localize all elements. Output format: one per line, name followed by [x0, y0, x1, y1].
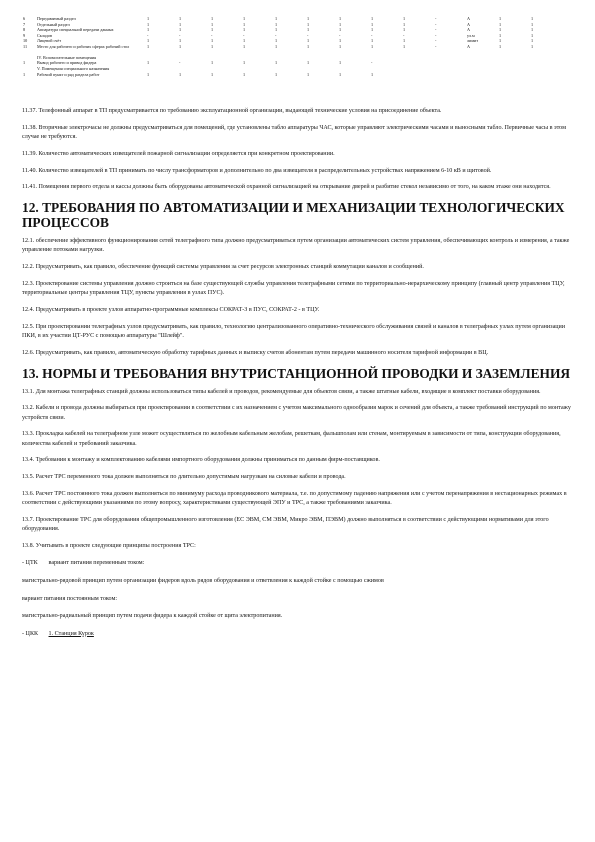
table-cell: А	[467, 16, 471, 21]
table-cell: 1	[243, 60, 246, 66]
table-cell: А	[467, 21, 471, 27]
paragraph-11-37: 11.37. Телефонный аппарат в ТП предусматривается по требованию эксплуатационной организации, выдающей технические условия на присоединение объекта.	[22, 108, 442, 114]
paragraph-13-3: 13.3. Прокладка кабелей на телеграфном узле может осуществляться по желобным кабельным желобам, решеткам, фальшполам или стенам, монтируемым в зависимости от типа, конструкции оборудования, количества кабелей и требований заказчика.	[22, 431, 561, 447]
table-cell-name: Лицевой счёт	[37, 38, 62, 44]
table-cell: 1	[403, 27, 406, 33]
table-cell: 1	[371, 16, 374, 21]
table-cell: 1	[339, 43, 342, 49]
table-cell: 1	[499, 21, 502, 27]
table-cell: 1	[179, 71, 182, 77]
table-cell: 1	[499, 27, 502, 33]
table-cell: 1	[403, 21, 406, 27]
table-cell: 1	[275, 16, 278, 21]
table-cell-number: 6	[23, 16, 26, 21]
table-cell: 1	[211, 27, 214, 33]
table-cell: 1	[147, 21, 150, 27]
table-cell: -	[275, 32, 277, 38]
table-cell	[530, 72, 562, 78]
table-cell: А	[467, 27, 471, 33]
table-cell: 1	[499, 38, 502, 44]
table-cell-number: 7	[23, 21, 26, 27]
table-cell-name: Передаваемый раздел	[37, 16, 76, 21]
table-cell: 1	[243, 21, 246, 27]
table-cell: 1	[307, 27, 310, 33]
table-cell: 1	[275, 60, 278, 66]
table-cell: 1	[179, 27, 182, 33]
section-heading-12: 12. ТРЕБОВАНИЯ ПО АВТОМАТИЗАЦИИ И МЕХАНИЗАЦИИ ТЕХНОЛОГИЧЕСКИХ ПРОЦЕССОВ	[22, 200, 565, 231]
table-cell: 1	[403, 38, 406, 44]
table-cell: 1	[371, 43, 374, 49]
table-cell: -	[435, 16, 437, 21]
text-line-b: вариант питания постоянным током:	[22, 595, 118, 602]
section-heading-13: 13. НОРМЫ И ТРЕБОВАНИЯ ВНУТРИСТАНЦИОННОЙ ПРОВОДКИ И ЗАЗЕМЛЕНИЯ	[22, 365, 571, 381]
table-cell: -	[307, 32, 309, 38]
table-cell-name: Аппаратура специальной передачи данных	[37, 27, 114, 33]
table-cell: 1	[307, 16, 310, 21]
table-cell: 1	[531, 43, 534, 49]
table-cell: 1	[275, 27, 278, 33]
table-cell: 1	[371, 38, 374, 44]
table-cell: 1	[147, 38, 150, 44]
table-cell: 1	[211, 43, 214, 49]
table-cell: 1	[371, 21, 374, 27]
table-cell: 1	[403, 16, 406, 21]
table-cell: 1	[147, 16, 150, 21]
table-cell-name: V. Помещения специального назначения	[37, 65, 110, 71]
paragraph-12-2: 12.2. Предусматривать, как правило, обеспечение функций системы управления за счет ресурсов электронных станций коммутации каналов и сообщений.	[22, 264, 424, 271]
table-cell: 1	[499, 43, 502, 49]
table-cell: 1	[339, 60, 342, 66]
table-cell: 1	[371, 27, 374, 33]
paragraph-11-39: 11.39. Количество автоматических извещателей пожарной сигнализации определяется при конкретном проектировании.	[22, 150, 335, 157]
table-cell-name: Рабочий пункт и ряд раздела работ	[37, 71, 100, 77]
list-item-ckk	[22, 630, 571, 639]
table-cell-number: 10	[23, 38, 28, 44]
table-cell: -	[147, 32, 149, 38]
table-cell: -	[339, 32, 341, 38]
table-cell	[434, 72, 466, 78]
table-cell: 1	[275, 38, 278, 44]
station-link[interactable]: 1. Станция Курок	[48, 630, 94, 637]
table-cell: 1	[243, 71, 246, 77]
table-cell: 1	[499, 16, 502, 21]
table-cell: 1	[531, 38, 534, 44]
table-cell: 1	[275, 43, 278, 49]
table-cell: лимит	[467, 38, 479, 44]
equipment-table	[22, 16, 562, 77]
list-item-label: - ЦКК	[22, 630, 39, 637]
table-cell: -	[243, 32, 245, 38]
table-cell: 1	[339, 71, 342, 77]
table-cell: 1	[307, 21, 310, 27]
paragraph-13-6: 13.6. Расчет ТРС постоянного тока должен выполняться по минимуму расхода проводникового материала, т.е. по допустимому падению напряжения или с учетом перенапряжения в нестационарных режимах в соответствии с действующими указаниями по этому вопросу, характеристиками существующей ЭПУ и ТРС, а также требованиями заказчика.	[22, 490, 567, 507]
table-cell: 1	[499, 32, 502, 38]
table-cell: 1	[339, 16, 342, 21]
document-body	[22, 107, 571, 648]
paragraph-13-4: 13.4. Требования к монтажу и комплектованию кабелями импортного оборудования должны приниматься по данным фирм-поставщиков.	[22, 457, 380, 464]
table-row	[22, 44, 562, 55]
table-cell: -	[371, 32, 373, 38]
table-cell	[498, 72, 530, 78]
text-line-a: магистрально-рядовой принцип путем организации фидеров вдоль рядов оборудования и ответвления к каждой стойке с помощью сжимов	[22, 577, 384, 584]
table-cell-number: 8	[23, 27, 26, 33]
table-cell	[402, 72, 434, 78]
table-cell: -	[211, 32, 213, 38]
table-cell: 1	[531, 27, 534, 33]
table-cell: -	[435, 21, 437, 27]
table-cell: 1	[307, 43, 310, 49]
table-cell: 1	[211, 16, 214, 21]
table-cell: 1	[531, 16, 534, 21]
list-item-ctk	[22, 559, 571, 568]
table-cell: А	[467, 43, 471, 49]
table-cell-number: 11	[23, 43, 28, 49]
table-cell: 1	[243, 38, 246, 44]
table-cell: 1	[403, 43, 406, 49]
table-cell: -	[435, 27, 437, 33]
table-cell: 1	[211, 60, 214, 66]
table-cell-name: Складов	[37, 32, 52, 38]
table-cell: 1	[307, 38, 310, 44]
table-cell: -	[179, 32, 181, 38]
paragraph-13-5: 13.5. Расчет ТРС переменного тока должен выполняться по длительно допустимым нагрузкам на силовые кабели и провода.	[22, 474, 346, 481]
paragraph-12-6: 12.6. Предусматривать, как правило, автоматическую обработку тарифных данных и выписку счетов абонентам путем передачи машинного носителя тарифной информации в ВЦ.	[22, 349, 489, 356]
paragraph-12-1: 12.1. обеспечение эффективного функционирования сетей телеграфного типа должно предусматриваться путем организации автоматических систем управления, обеспечивающих контроль и измерения, а также управление потоками нагрузки.	[22, 238, 570, 254]
table-cell: 1	[147, 43, 150, 49]
table-cell: 1	[243, 43, 246, 49]
table-cell: 1	[147, 60, 150, 66]
table-cell: 1	[339, 38, 342, 44]
table-cell: 1	[179, 38, 182, 44]
table-cell: 1	[275, 71, 278, 77]
paragraph-13-1: 13.1. Для монтажа телеграфных станций должны использоваться типы кабелей и проводов, рекомендуемые для объектов связи, а также штатные кабели, входящие в комплект поставки оборудования.	[22, 388, 541, 395]
table-cell	[466, 72, 498, 78]
table-cell: 1	[211, 21, 214, 27]
table-cell: ул.м	[467, 32, 475, 38]
table-cell: 1	[275, 21, 278, 27]
table-cell: 1	[243, 27, 246, 33]
paragraph-13-7: 13.7. Проектирование ТРС для оборудования общепромышленного изготовления (ЕС ЭВМ, СМ ЭВМ, Микро ЭВМ, ПЭВМ) должно выполняться в соответствии с действующими нормативами для этого оборудования.	[22, 516, 549, 533]
table-cell: 1	[371, 71, 374, 77]
table-cell: 1	[307, 71, 310, 77]
table-cell: 1	[147, 71, 150, 77]
paragraph-13-8: 13.8. Учитывать в проекте следующие принципы построения ТРС:	[22, 542, 196, 549]
paragraph-13-2: 13.2. Кабели и провода должны выбираться при проектировании в соответствии с их назначением с учетом максимального однообразия марок и сечений для объекта, а также требований инструкций по монтажу устройств связи.	[22, 405, 571, 421]
table-row	[22, 72, 562, 78]
table-cell: 1	[339, 21, 342, 27]
paragraph-11-38: 11.38. Вторичные электрочасы не должны предусматриваться для помещений, где установлены табло аппаратуры ЧАС, которые управляют электрическими часами и выносными табло. Первичные часы в этом случае не требуются.	[22, 124, 566, 140]
table-cell: 1	[179, 21, 182, 27]
table-cell-name: Место для рабочего и рабочих сферах рабочий стол	[37, 43, 130, 49]
list-item-label: - ЦТК	[22, 559, 38, 566]
text-line-c: магистрально-радиальный принцип путем подачи фидера к каждой стойке от щита электропитания.	[22, 613, 283, 620]
table-cell: -	[179, 60, 181, 66]
table-cell-name: Отдельный раздел	[37, 21, 70, 27]
table-cell: 1	[339, 27, 342, 33]
table-cell: 1	[211, 38, 214, 44]
list-item-text: вариант питания переменным током:	[48, 559, 145, 566]
table-cell-number: 1	[23, 60, 26, 66]
table-cell: 1	[211, 71, 214, 77]
paragraph-11-41: 11.41. Помещения первого отдела и кассы должны быть оборудованы автоматической охранной сигнализацией на открывание дверей и разбитие стекол независимо от того, на каком этаже они находятся.	[22, 184, 551, 191]
table-cell: 1	[243, 16, 246, 21]
table-cell: 1	[307, 60, 310, 66]
table-cell: -	[435, 43, 437, 49]
table-cell: 1	[179, 16, 182, 21]
table-cell: 1	[147, 27, 150, 33]
table-cell-name: IV. Вспомогательные помещения	[37, 54, 96, 60]
paragraph-12-5: 12.5. При проектировании телеграфных узлов предусматривать, как правило, технологию централизованного оперативно-технического обслуживания связей и каналов в телеграфных узлах путем организации ПКИ, в их участии ЦТ-РУС с помощью аппаратуры "Шлейф".	[22, 323, 566, 339]
table-cell: 1	[179, 43, 182, 49]
table-cell: 1	[531, 32, 534, 38]
table-cell: -	[371, 60, 373, 66]
table-cell: -	[403, 32, 405, 38]
paragraph-12-4: 12.4. Предусматривать в проекте узлов аппаратно-программные комплексы СОКРАТ-З в ПУС, СОКРАТ-2 - в ТЦУ.	[22, 306, 320, 313]
paragraph-12-3: 12.3. Проектирование системы управления должно строиться на базе существующей службы управления телеграфными сетями по территориально-иерархическому принципу (главный центр управления ТЦУ, территориальные центры управления ТЦУ, пункты управления в узлах ПУС).	[22, 280, 565, 297]
table-cell-number: 9	[23, 32, 26, 38]
table-cell-number: 1	[23, 71, 26, 77]
table-cell-name: Вывод рабочего и привод фидера	[37, 60, 97, 66]
table-cell: -	[435, 38, 437, 44]
paragraph-11-40: 11.40. Количество извещателей в ТП принимать по числу трансформаторов и дополнительно по два извещателя в распределительных устройствах напряжением 6-10 кВ и щитовой.	[22, 167, 492, 174]
table-cell: 1	[531, 21, 534, 27]
table-cell: -	[435, 32, 437, 38]
